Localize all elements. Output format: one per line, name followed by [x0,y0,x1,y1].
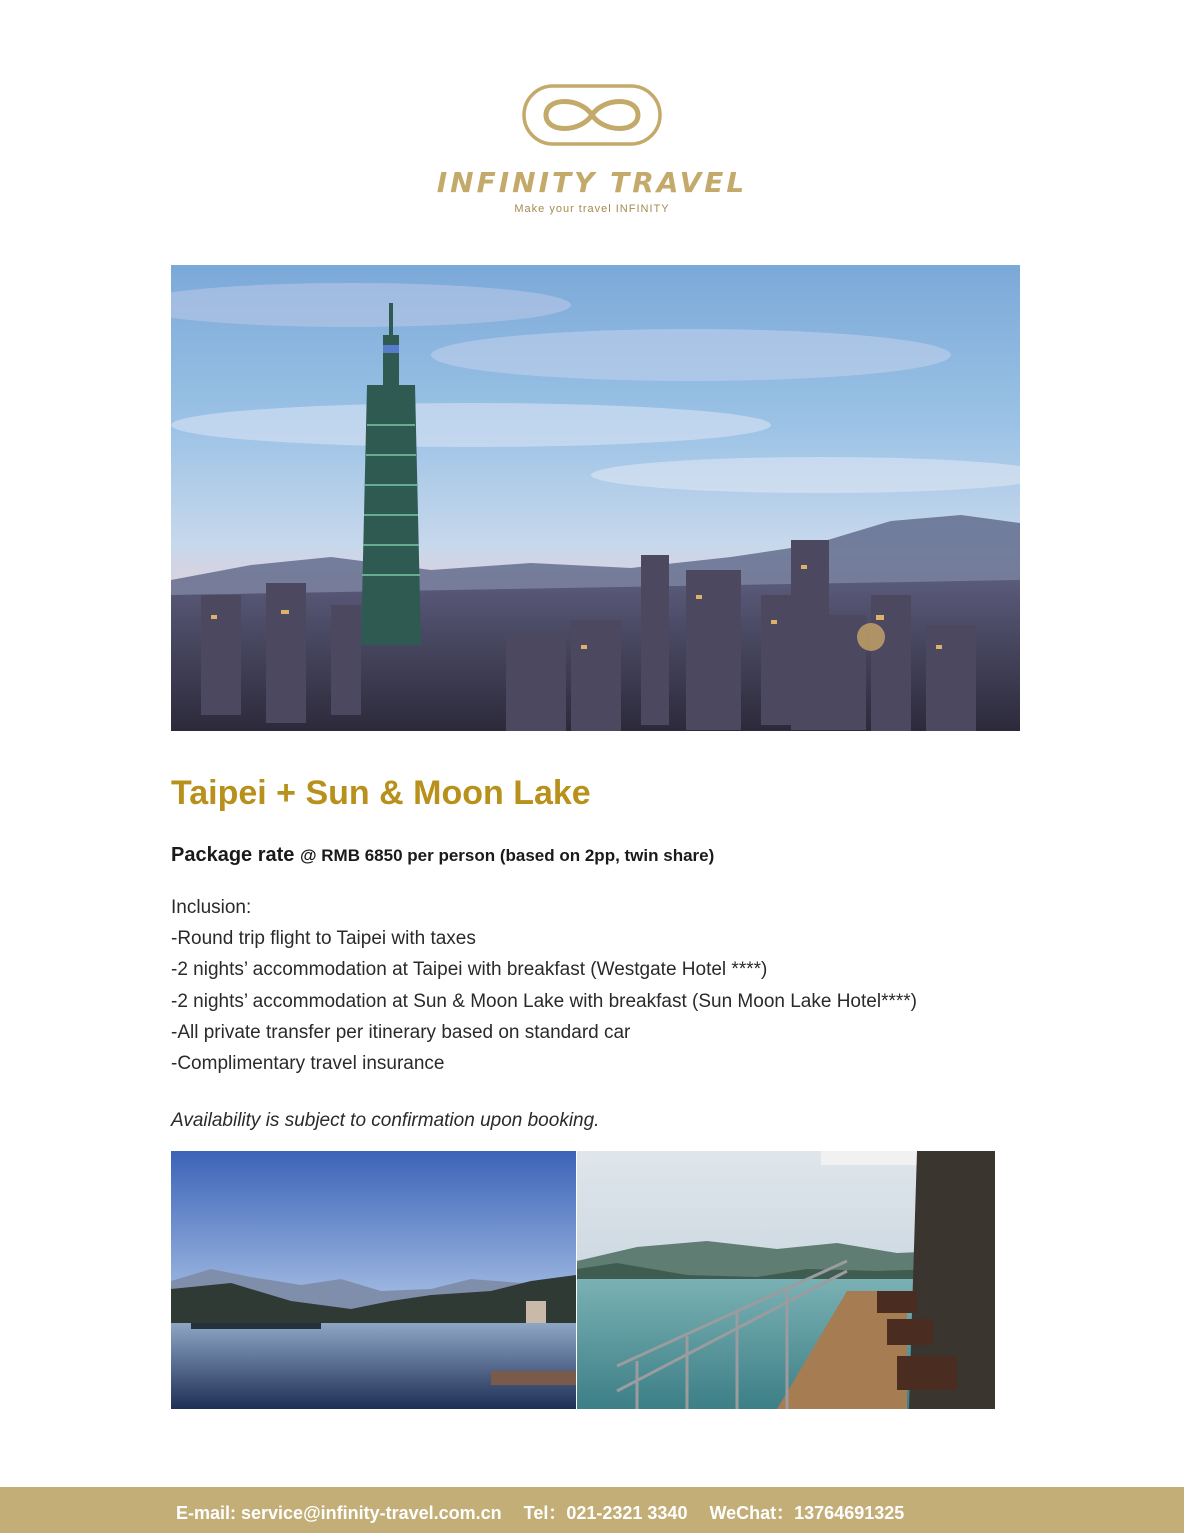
package-title: Taipei + Sun & Moon Lake [171,774,591,812]
footer-email: E-mail: service@infinity-travel.com.cn [176,1503,502,1523]
inclusion-item: -2 nights’ accommodation at Sun & Moon Lake with breakfast (Sun Moon Lake Hotel****) [171,990,917,1012]
inclusion-item: -Complimentary travel insurance [171,1053,445,1075]
inclusion-item: -Round trip flight to Taipei with taxes [171,928,476,950]
inclusion-section [171,892,917,1079]
sun-moon-lake-photo [171,1151,576,1409]
package-rate-label: Package rate [171,844,295,866]
infinity-logo-icon [522,84,662,146]
inclusion-item: -2 nights’ accommodation at Taipei with breakfast (Westgate Hotel ****) [171,959,768,981]
inclusion-item: -All private transfer per itinerary based on standard car [171,1021,631,1043]
hotel-balcony-photo [577,1151,995,1409]
brand-tagline: Make your travel INFINITY [514,203,670,215]
brand-name: INFINITY TRAVEL [436,166,748,199]
package-rate [171,844,714,867]
inclusion-list [171,923,917,1079]
contact-footer [0,1487,1184,1533]
hero-photo-taipei-skyline [171,265,1020,731]
availability-note: Availability is subject to confirmation upon booking. [171,1110,600,1131]
footer-tel: Tel：021-2321 3340 [523,1503,688,1523]
inclusion-heading: Inclusion: [171,897,252,918]
footer-wechat: WeChat：13764691325 [709,1503,905,1523]
package-rate-detail: @ RMB 6850 per person (based on 2pp, twin share) [299,846,715,865]
